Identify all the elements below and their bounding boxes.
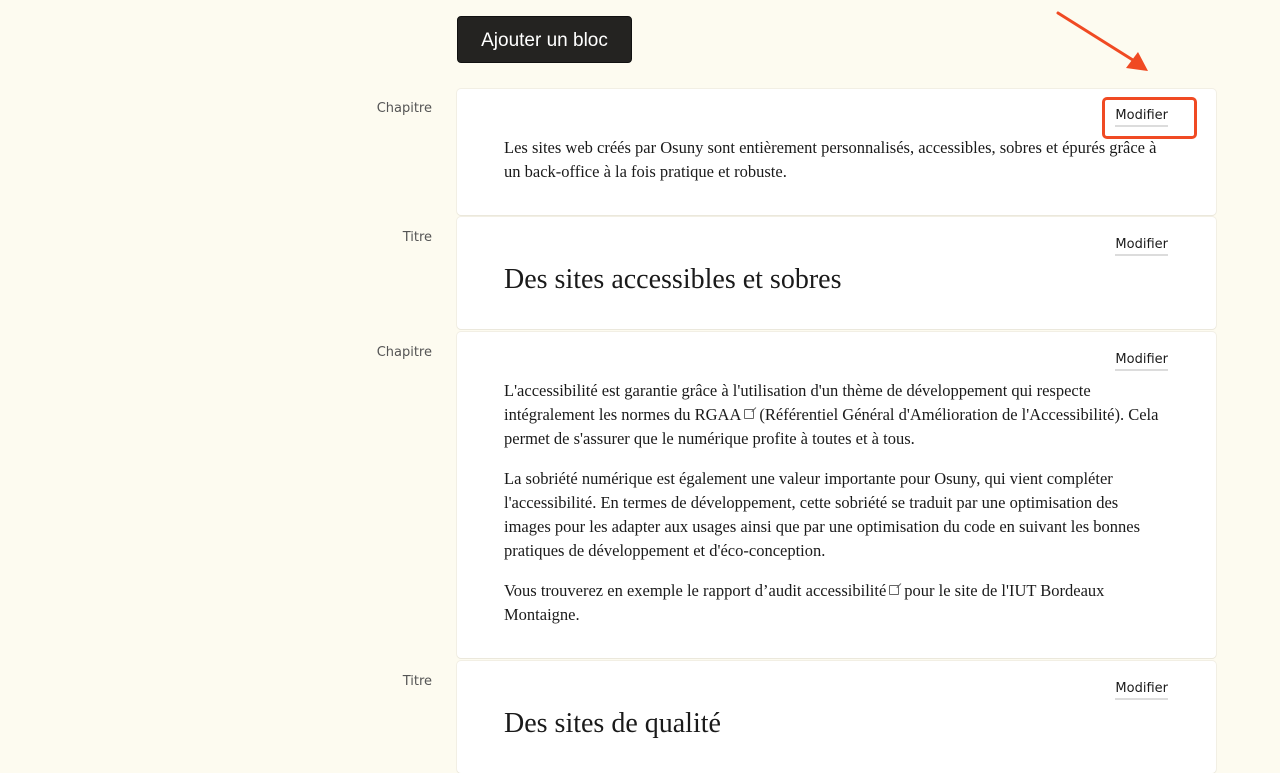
- audit-report-link[interactable]: rapport d’audit accessibilité: [703, 581, 887, 600]
- modify-link[interactable]: Modifier: [1115, 681, 1168, 700]
- modify-link[interactable]: Modifier: [1115, 237, 1168, 256]
- paragraph: La sobriété numérique est également une valeur importante pour Osuny, qui vient compléter l'accessibilité. En termes de développement, cette sobriété se traduit par une optimisation des images pour les adapter aux usages ainsi que par une optimisation du code en suivant les bonnes pratiques de développement et d'éco-conception.: [504, 469, 1141, 560]
- external-link-icon: [744, 409, 754, 419]
- chapter-text: [504, 136, 1168, 200]
- arrow-annotation-icon: [1050, 8, 1160, 78]
- paragraph: Les sites web créés par Osuny sont entièrement personnalisés, accessibles, sobres et épurés grâce à un back-office à la fois pratique et robuste.: [504, 138, 1157, 181]
- block-card-chapter-1: [457, 89, 1216, 215]
- modify-link[interactable]: Modifier: [1115, 108, 1168, 127]
- add-block-button[interactable]: Ajouter un bloc: [457, 16, 632, 63]
- paragraph: L'accessibilité est garantie grâce à l'utilisation d'un thème de développement qui respecte intégralement les normes du RGAA (Référentiel Général d'Amélioration de l'Accessibilité). Cela permet de s'assurer que le numérique profite à toutes et à tous.: [504, 381, 1159, 448]
- block-type-label: Titre: [402, 230, 432, 245]
- block-type-label: Titre: [402, 674, 432, 689]
- modify-link[interactable]: Modifier: [1115, 352, 1168, 371]
- rgaa-link[interactable]: RGAA: [694, 405, 742, 424]
- block-type-label: Chapitre: [376, 101, 432, 116]
- block-card-title-2: [457, 661, 1216, 773]
- block-heading: Des sites de qualité: [504, 708, 721, 739]
- chapter-text: [504, 379, 1168, 643]
- paragraph: Vous trouverez en exemple le rapport d’audit accessibilité pour le site de l'IUT Bordeaux Montaigne.: [504, 581, 1105, 624]
- block-card-chapter-2: [457, 332, 1216, 658]
- external-link-icon: [889, 585, 899, 595]
- block-heading: Des sites accessibles et sobres: [504, 264, 842, 295]
- block-card-title-1: [457, 217, 1216, 329]
- block-type-label: Chapitre: [376, 345, 432, 360]
